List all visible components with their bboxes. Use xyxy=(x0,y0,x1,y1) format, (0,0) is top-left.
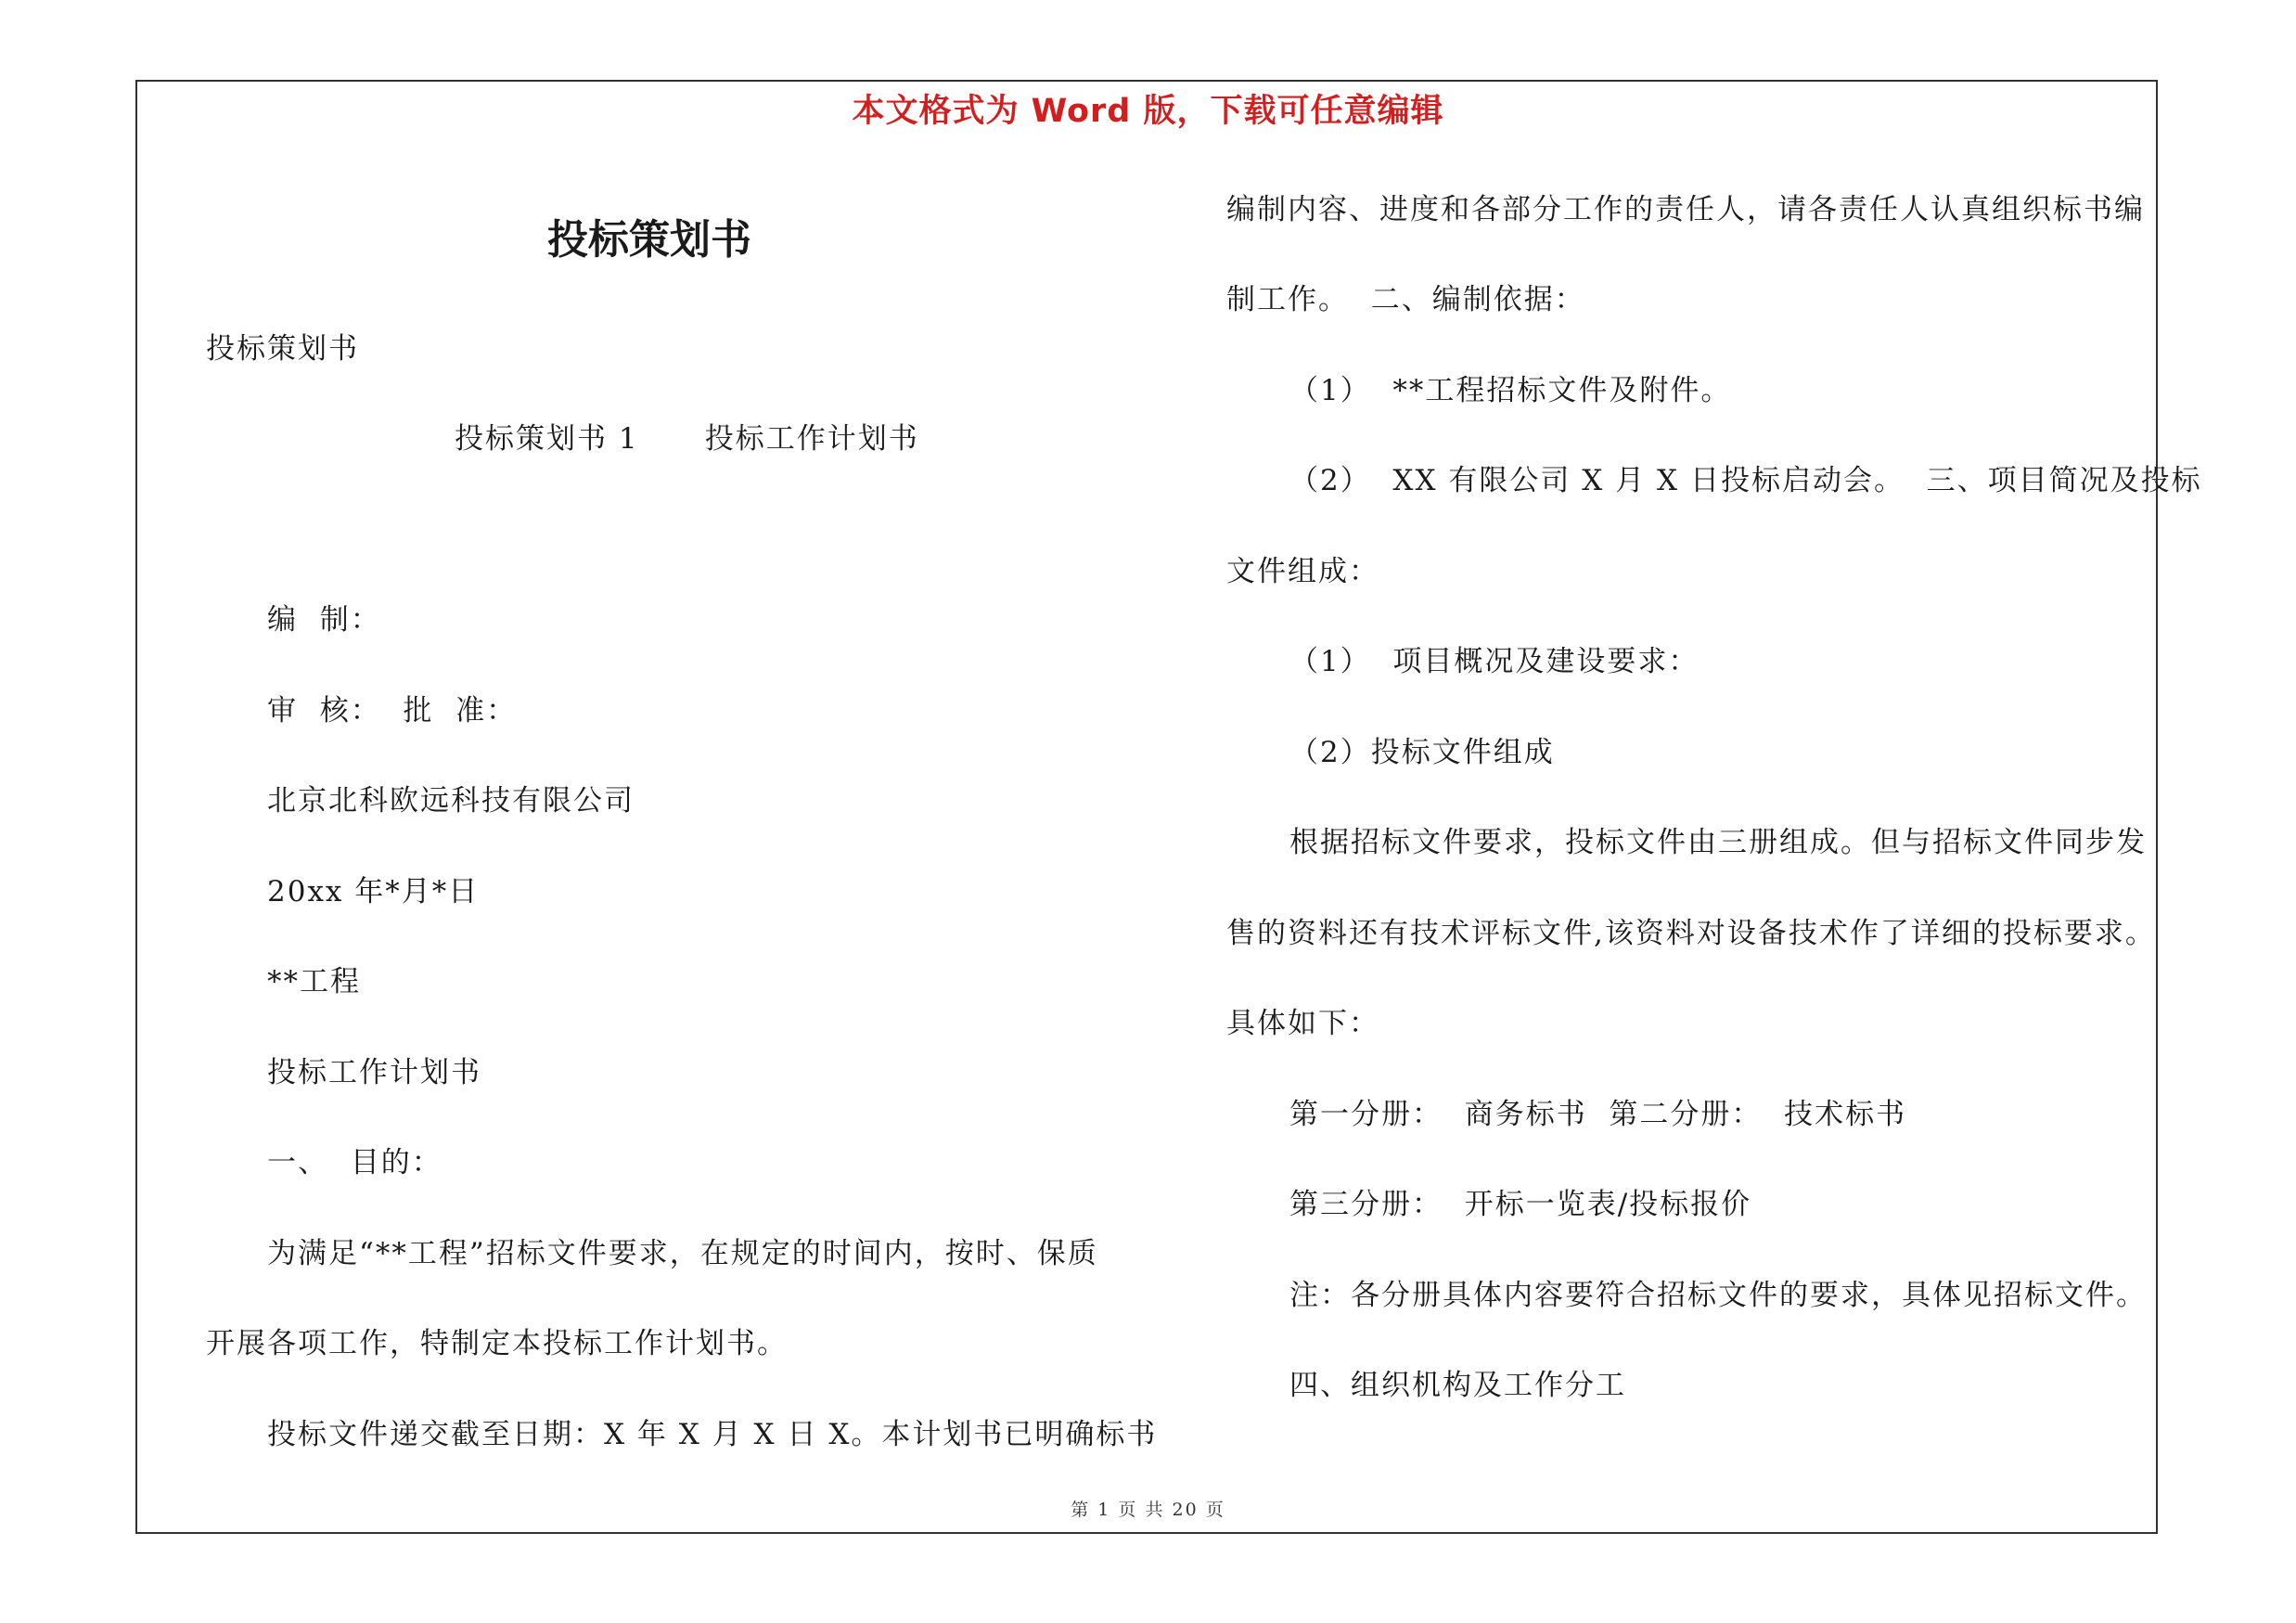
document-title: 投标策划书 xyxy=(547,216,751,264)
left-line: 审 核： 批 准： xyxy=(267,694,518,728)
right-line: 第三分册： 开标一览表/投标报价 xyxy=(1289,1188,1752,1221)
right-line: 第一分册： 商务标书 第二分册： 技术标书 xyxy=(1289,1098,1907,1131)
right-line: 文件组成： xyxy=(1226,555,1379,588)
page-number-footer: 第 1 页 共 20 页 xyxy=(1071,1500,1225,1520)
left-line: 开展各项工作，特制定本投标工作计划书。 xyxy=(206,1327,788,1360)
right-line: 根据招标文件要求，投标文件由三册组成。但与招标文件同步发 xyxy=(1289,826,2147,859)
right-line: 编制内容、进度和各部分工作的责任人，请各责任人认真组织标书编 xyxy=(1226,193,2145,226)
left-line: **工程 xyxy=(267,965,361,998)
left-line: 20xx 年*月*日 xyxy=(267,875,480,908)
left-line: 为满足“**工程”招标文件要求，在规定的时间内，按时、保质 xyxy=(267,1237,1098,1270)
left-line: 一、 目的： xyxy=(267,1146,443,1179)
right-line: （1） **工程招标文件及附件。 xyxy=(1289,374,1732,407)
left-line: 投标策划书 xyxy=(206,332,359,366)
left-line: 投标策划书 1 投标工作计划书 xyxy=(455,422,919,456)
right-line: 售的资料还有技术评标文件,该资料对设备技术作了详细的投标要求。 xyxy=(1226,917,2156,950)
left-line: 编 制： xyxy=(267,603,381,637)
left-line: 投标工作计划书 xyxy=(267,1056,481,1089)
format-banner: 本文格式为 Word 版，下载可任意编辑 xyxy=(852,93,1444,130)
left-line: 北京北科欧远科技有限公司 xyxy=(267,784,635,818)
right-line: （2）投标文件组成 xyxy=(1289,736,1555,769)
right-line: （1） 项目概况及建设要求： xyxy=(1289,645,1700,678)
right-line: 注：各分册具体内容要符合招标文件的要求，具体见招标文件。 xyxy=(1289,1279,2147,1312)
right-line: （2） XX 有限公司 X 月 X 日投标启动会。 三、项目简况及投标 xyxy=(1289,464,2202,497)
right-line: 四、组织机构及工作分工 xyxy=(1289,1369,1626,1402)
right-line: 具体如下： xyxy=(1226,1007,1379,1040)
right-line: 制工作。 二、编制依据： xyxy=(1226,283,1585,316)
left-line: 投标文件递交截至日期：X 年 X 月 X 日 X。本计划书已明确标书 xyxy=(267,1418,1158,1451)
